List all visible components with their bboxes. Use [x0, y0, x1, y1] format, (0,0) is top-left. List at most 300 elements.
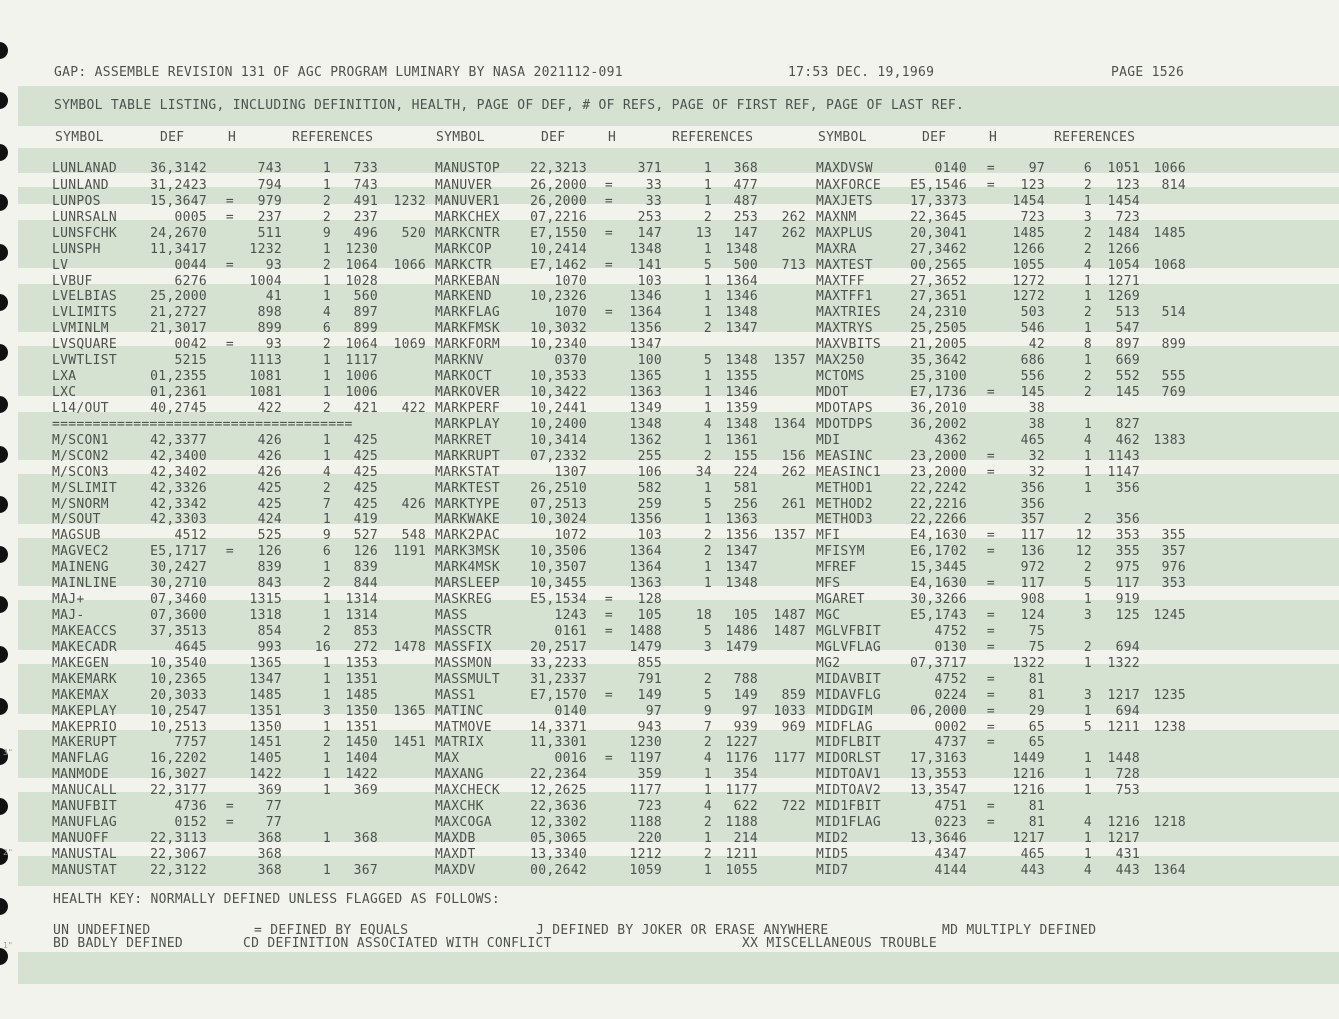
cell-symbol: MAKEMARK — [52, 671, 118, 687]
cell-ref-count: 3 — [322, 703, 331, 719]
col-health-3: H — [989, 130, 998, 145]
cell-ref-count: 5 — [1083, 576, 1092, 592]
cell-first-ref: 1486 — [725, 623, 758, 639]
col-def-1: DEF — [160, 130, 185, 145]
cell-symbol: MID1FBIT — [816, 799, 882, 815]
cell-last-ref: 1191 — [393, 544, 426, 560]
cell-ref-count: 1 — [1083, 703, 1092, 719]
cell-first-ref: 728 — [1115, 767, 1140, 783]
health-key-line-2 — [0, 936, 938, 1016]
cell-def: 15,3647 — [150, 193, 207, 209]
cell-def-page: 993 — [257, 639, 282, 655]
cell-symbol: MASS1 — [435, 687, 476, 703]
cell-def: 6276 — [174, 273, 207, 289]
cell-symbol: MAXCHECK — [435, 783, 501, 799]
cell-def-page: 126 — [257, 544, 282, 560]
cell-health: = — [986, 385, 996, 401]
cell-symbol: MAX — [435, 751, 460, 767]
cell-health: = — [604, 687, 614, 703]
cell-def-page: 723 — [637, 799, 662, 815]
cell-symbol: MANUVER1 — [435, 193, 501, 209]
cell-symbol: MARKEBAN — [435, 273, 501, 289]
cell-def-page: 1362 — [629, 432, 662, 448]
cell-symbol: MARSLEEP — [435, 576, 501, 592]
cell-symbol: MAX250 — [816, 353, 865, 369]
cell-first-ref: 975 — [1115, 560, 1140, 576]
cell-def-page: 93 — [265, 257, 282, 273]
cell-first-ref: 1147 — [1107, 464, 1140, 480]
cell-symbol: MANUOFF — [52, 831, 109, 847]
cell-symbol: MARK4MSK — [435, 560, 501, 576]
cell-def-page: 743 — [257, 161, 282, 176]
cell-symbol: MANUVER — [435, 177, 492, 193]
cell-def-page: 117 — [1020, 576, 1045, 592]
cell-ref-count: 4 — [703, 751, 712, 767]
cell-ref-count: 1 — [703, 576, 712, 592]
cell-first-ref: 1055 — [725, 862, 758, 878]
key-conflict: CD DEFINITION ASSOCIATED WITH CONFLICT — [243, 936, 552, 951]
cell-def: 27,3651 — [910, 289, 967, 305]
cell-def-page: 898 — [257, 305, 282, 321]
cell-def-page: 1356 — [629, 512, 662, 528]
cell-first-ref: 1485 — [345, 687, 378, 703]
cell-ref-count: 5 — [703, 496, 712, 512]
cell-last-ref: 1478 — [393, 639, 426, 655]
cell-def-page: 1485 — [1012, 225, 1045, 241]
cell-symbol: MGLVFLAG — [816, 639, 882, 655]
cell-last-ref: 1364 — [773, 416, 806, 432]
cell-first-ref: 1348 — [725, 305, 758, 321]
cell-first-ref: 1479 — [725, 639, 758, 655]
key-defined-by-equals: = DEFINED BY EQUALS — [254, 923, 409, 938]
cell-ref-count: 6 — [322, 544, 331, 560]
cell-ref-count: 2 — [1083, 177, 1092, 193]
header-timestamp: 17:53 DEC. 19,1969 — [788, 65, 935, 80]
cell-def: 0370 — [554, 353, 587, 369]
greenbar-band — [18, 474, 1339, 524]
cell-ref-count: 4 — [1083, 862, 1092, 878]
cell-def: 10,3024 — [530, 512, 587, 528]
cell-symbol: MDOT — [816, 385, 849, 401]
cell-ref-count: 1 — [322, 353, 331, 369]
cell-health: = — [604, 592, 614, 608]
col-def-3: DEF — [922, 130, 947, 145]
cell-first-ref: 1217 — [1107, 687, 1140, 703]
cell-def: 10,3540 — [150, 655, 207, 671]
cell-def-page: 1451 — [249, 735, 282, 751]
cell-symbol: LVELBIAS — [52, 289, 118, 305]
cell-ref-count: 1 — [703, 193, 712, 209]
cell-symbol: M/SCON2 — [52, 448, 109, 464]
feed-hole — [0, 396, 8, 413]
cell-def-page: 147 — [637, 225, 662, 241]
cell-symbol: MARKOCT — [435, 369, 492, 385]
cell-symbol: LVBUF — [52, 273, 93, 289]
cell-ref-count: 2 — [703, 671, 712, 687]
cell-symbol: MDOTDPS — [816, 416, 873, 432]
cell-symbol: M/SCON1 — [52, 432, 109, 448]
cell-symbol: LVLIMITS — [52, 305, 118, 321]
cell-def: 0002 — [934, 719, 967, 735]
cell-health: = — [986, 528, 996, 544]
cell-symbol: METHOD1 — [816, 480, 873, 496]
cell-symbol: MIDAVFLG — [816, 687, 882, 703]
cell-def: 26,2510 — [530, 480, 587, 496]
cell-def-page: 259 — [637, 496, 662, 512]
cell-def: 4347 — [934, 846, 967, 862]
cell-first-ref: 1346 — [725, 289, 758, 305]
cell-health: = — [604, 751, 614, 767]
cell-def: E5,1546 — [910, 177, 967, 193]
cell-ref-count: 1 — [322, 432, 331, 448]
cell-symbol: MEASINC1 — [816, 464, 882, 480]
cell-last-ref: 859 — [781, 687, 806, 703]
cell-first-ref: 1353 — [345, 655, 378, 671]
cell-def: 0016 — [554, 751, 587, 767]
cell-symbol: MAXDT — [435, 846, 476, 862]
cell-last-ref: 262 — [781, 225, 806, 241]
cell-def-page: 41 — [265, 289, 282, 305]
cell-ref-count: 3 — [703, 639, 712, 655]
cell-def: 42,3402 — [150, 464, 207, 480]
cell-symbol: MAKECADR — [52, 639, 118, 655]
cell-last-ref: 357 — [1161, 544, 1186, 560]
cell-def-page: 425 — [257, 480, 282, 496]
cell-ref-count: 1 — [322, 560, 331, 576]
cell-first-ref: 1006 — [345, 385, 378, 401]
cell-first-ref: 1322 — [1107, 655, 1140, 671]
cell-def: E5,1743 — [910, 608, 967, 624]
cell-def: 27,3462 — [910, 241, 967, 257]
cell-first-ref: 897 — [1115, 337, 1140, 353]
cell-first-ref: 1348 — [725, 241, 758, 257]
cell-first-ref: 1404 — [345, 751, 378, 767]
cell-first-ref: 552 — [1115, 369, 1140, 385]
cell-first-ref: 117 — [1115, 576, 1140, 592]
cell-first-ref: 421 — [353, 400, 378, 416]
cell-def-page: 855 — [637, 655, 662, 671]
cell-def: 1072 — [554, 528, 587, 544]
cell-def: 07,2216 — [530, 209, 587, 225]
cell-def-page: 220 — [637, 831, 662, 847]
cell-last-ref: 1238 — [1153, 719, 1186, 735]
cell-first-ref: 827 — [1115, 416, 1140, 432]
cell-first-ref: 743 — [353, 177, 378, 193]
cell-def-page: 1351 — [249, 703, 282, 719]
cell-ref-count: 1 — [1083, 655, 1092, 671]
cell-def: 21,3017 — [150, 321, 207, 337]
cell-symbol: MGARET — [816, 592, 865, 608]
cell-ref-count: 2 — [322, 193, 331, 209]
cell-def: E4,1630 — [910, 576, 967, 592]
cell-def-page: 791 — [637, 671, 662, 687]
cell-def: 10,2547 — [150, 703, 207, 719]
cell-last-ref: 769 — [1161, 385, 1186, 401]
cell-def: 37,3513 — [150, 623, 207, 639]
cell-symbol: MARKTYPE — [435, 496, 501, 512]
cell-symbol: MAKEPLAY — [52, 703, 118, 719]
cell-health: = — [604, 623, 614, 639]
cell-ref-count: 1 — [1083, 353, 1092, 369]
cell-def: 30,3266 — [910, 592, 967, 608]
cell-last-ref: 1357 — [773, 528, 806, 544]
cell-symbol: MAKERUPT — [52, 735, 118, 751]
cell-def-page: 839 — [257, 560, 282, 576]
cell-first-ref: 1347 — [725, 560, 758, 576]
cell-def-page: 1365 — [629, 369, 662, 385]
cell-def-page: 81 — [1028, 687, 1045, 703]
cell-def: 17,3373 — [910, 193, 967, 209]
cell-symbol: MFISYM — [816, 544, 865, 560]
cell-def-page: 1454 — [1012, 193, 1045, 209]
cell-def: 07,2332 — [530, 448, 587, 464]
cell-def: 22,2216 — [910, 496, 967, 512]
cell-health: = — [986, 608, 996, 624]
greenbar-band — [18, 664, 1339, 714]
separator-line: ===================================== — [52, 416, 353, 432]
cell-first-ref: 853 — [353, 623, 378, 639]
cell-health: = — [986, 687, 996, 703]
cell-def-page: 1212 — [629, 846, 662, 862]
cell-def: 25,2505 — [910, 321, 967, 337]
cell-def-page: 255 — [637, 448, 662, 464]
cell-def: 16,3027 — [150, 767, 207, 783]
cell-first-ref: 897 — [353, 305, 378, 321]
cell-def: 13,3547 — [910, 783, 967, 799]
cell-ref-count: 1 — [1083, 783, 1092, 799]
cell-ref-count: 6 — [322, 321, 331, 337]
cell-ref-count: 1 — [703, 512, 712, 528]
cell-health: = — [225, 257, 235, 273]
cell-last-ref: 1066 — [393, 257, 426, 273]
cell-def: 20,2517 — [530, 639, 587, 655]
cell-ref-count: 6 — [1083, 161, 1092, 176]
cell-def: 22,2266 — [910, 512, 967, 528]
cell-def-page: 65 — [1028, 719, 1045, 735]
cell-health: = — [986, 623, 996, 639]
cell-def-page: 103 — [637, 273, 662, 289]
cell-first-ref: 1361 — [725, 432, 758, 448]
cell-def: 0044 — [174, 257, 207, 273]
cell-symbol: MANFLAG — [52, 751, 109, 767]
cell-def: 31,2423 — [150, 177, 207, 193]
cell-def: 10,3533 — [530, 369, 587, 385]
col-references-1: REFERENCES — [292, 130, 374, 145]
cell-ref-count: 1 — [322, 719, 331, 735]
cell-last-ref: 555 — [1161, 369, 1186, 385]
cell-first-ref: 353 — [1115, 528, 1140, 544]
cell-symbol: MID1FLAG — [816, 815, 882, 831]
cell-symbol: MAXCOGA — [435, 815, 492, 831]
cell-first-ref: 356 — [1115, 480, 1140, 496]
cell-first-ref: 1422 — [345, 767, 378, 783]
cell-def: 4144 — [934, 862, 967, 878]
cell-ref-count: 1 — [322, 289, 331, 305]
cell-last-ref: 1033 — [773, 703, 806, 719]
margin-mark-2: 2" — [3, 848, 13, 857]
cell-symbol: MIDORLST — [816, 751, 882, 767]
cell-first-ref: 425 — [353, 496, 378, 512]
greenbar-band — [18, 792, 1339, 842]
cell-symbol: MASSMON — [435, 655, 492, 671]
cell-def-page: 426 — [257, 448, 282, 464]
cell-ref-count: 1 — [322, 177, 331, 193]
cell-def: 27,3652 — [910, 273, 967, 289]
cell-def: 12,3302 — [530, 815, 587, 831]
cell-symbol: MEASINC — [816, 448, 873, 464]
cell-ref-count: 1 — [703, 385, 712, 401]
cell-last-ref: 1357 — [773, 353, 806, 369]
cell-symbol: MARKRET — [435, 432, 492, 448]
cell-last-ref: 1383 — [1153, 432, 1186, 448]
cell-def-page: 582 — [637, 480, 662, 496]
cell-ref-count: 2 — [322, 480, 331, 496]
cell-symbol: MARKRUPT — [435, 448, 501, 464]
cell-def-page: 117 — [1020, 528, 1045, 544]
cell-last-ref: 156 — [781, 448, 806, 464]
col-health-1: H — [228, 130, 237, 145]
cell-def: 15,3445 — [910, 560, 967, 576]
cell-def-page: 1405 — [249, 751, 282, 767]
cell-health: = — [604, 177, 614, 193]
cell-ref-count: 2 — [322, 576, 331, 592]
cell-first-ref: 939 — [733, 719, 758, 735]
cell-def-page: 1364 — [629, 560, 662, 576]
cell-symbol: MASS — [435, 608, 468, 624]
cell-def-page: 1350 — [249, 719, 282, 735]
cell-def: 4751 — [934, 799, 967, 815]
cell-symbol: MAXFORCE — [816, 177, 882, 193]
col-references-2: REFERENCES — [672, 130, 754, 145]
cell-ref-count: 1 — [703, 241, 712, 257]
cell-def-page: 368 — [257, 846, 282, 862]
cell-ref-count: 1 — [703, 369, 712, 385]
cell-health: = — [225, 337, 235, 353]
cell-first-ref: 723 — [1115, 209, 1140, 225]
cell-first-ref: 839 — [353, 560, 378, 576]
cell-ref-count: 1 — [322, 671, 331, 687]
cell-def-page: 237 — [257, 209, 282, 225]
cell-symbol: MASSMULT — [435, 671, 501, 687]
greenbar-band — [18, 856, 1339, 886]
cell-ref-count: 2 — [703, 528, 712, 544]
cell-first-ref: 97 — [741, 703, 758, 719]
cell-def: 20,3041 — [910, 225, 967, 241]
cell-def-page: 1266 — [1012, 241, 1045, 257]
cell-symbol: MARKFLAG — [435, 305, 501, 321]
cell-def-page: 42 — [1028, 337, 1045, 353]
cell-def: 0130 — [934, 639, 967, 655]
cell-last-ref: 1218 — [1153, 815, 1186, 831]
cell-def-page: 356 — [1020, 496, 1045, 512]
cell-ref-count: 1 — [703, 862, 712, 878]
cell-first-ref: 368 — [733, 161, 758, 176]
cell-ref-count: 1 — [703, 432, 712, 448]
cell-def: 07,3717 — [910, 655, 967, 671]
cell-symbol: MAXTRIES — [816, 305, 882, 321]
cell-def-page: 356 — [1020, 480, 1045, 496]
cell-def-page: 100 — [637, 353, 662, 369]
feed-hole — [0, 798, 8, 815]
cell-first-ref: 1054 — [1107, 257, 1140, 273]
cell-first-ref: 425 — [353, 464, 378, 480]
cell-def: 10,2414 — [530, 241, 587, 257]
cell-first-ref: 899 — [353, 321, 378, 337]
col-symbol-2: SYMBOL — [436, 130, 485, 145]
greenbar-band — [18, 220, 1339, 268]
cell-ref-count: 1 — [1083, 448, 1092, 464]
cell-first-ref: 1271 — [1107, 273, 1140, 289]
cell-def: 01,2355 — [150, 369, 207, 385]
key-badly-defined: BD BADLY DEFINED — [53, 936, 184, 951]
cell-ref-count: 1 — [322, 862, 331, 878]
cell-def-page: 371 — [637, 161, 662, 176]
cell-def-page: 546 — [1020, 321, 1045, 337]
cell-def: 13,3340 — [530, 846, 587, 862]
cell-symbol: MIDAVBIT — [816, 671, 882, 687]
cell-first-ref: 1450 — [345, 735, 378, 751]
cell-def-page: 1216 — [1012, 783, 1045, 799]
cell-symbol: MAXTFF1 — [816, 289, 873, 305]
cell-symbol: MARK2PAC — [435, 528, 501, 544]
cell-def: 10,3455 — [530, 576, 587, 592]
cell-health: = — [225, 544, 235, 560]
feed-hole — [0, 646, 8, 663]
cell-ref-count: 7 — [703, 719, 712, 735]
cell-first-ref: 237 — [353, 209, 378, 225]
cell-symbol: MASKREG — [435, 592, 492, 608]
cell-first-ref: 1064 — [345, 337, 378, 353]
cell-def: 22,2242 — [910, 480, 967, 496]
cell-first-ref: 123 — [1115, 177, 1140, 193]
col-references-3: REFERENCES — [1054, 130, 1136, 145]
cell-ref-count: 5 — [703, 687, 712, 703]
cell-def: 24,2670 — [150, 225, 207, 241]
cell-def: 24,2310 — [910, 305, 967, 321]
cell-first-ref: 1143 — [1107, 448, 1140, 464]
cell-symbol: MAGVEC2 — [52, 544, 109, 560]
cell-symbol: MAJ+ — [52, 592, 85, 608]
greenbar-band — [18, 730, 1339, 778]
cell-symbol: M/SOUT — [52, 512, 101, 528]
cell-last-ref: 969 — [781, 719, 806, 735]
cell-def: 1070 — [554, 305, 587, 321]
cell-ref-count: 4 — [322, 464, 331, 480]
cell-first-ref: 513 — [1115, 305, 1140, 321]
cell-def: 22,3122 — [150, 862, 207, 878]
cell-def: 14,3371 — [530, 719, 587, 735]
cell-def: E7,1462 — [530, 257, 587, 273]
cell-def-page: 1347 — [249, 671, 282, 687]
cell-ref-count: 2 — [1083, 385, 1092, 401]
cell-first-ref: 1227 — [725, 735, 758, 751]
cell-def-page: 1004 — [249, 273, 282, 289]
cell-ref-count: 9 — [322, 225, 331, 241]
cell-def: 40,2745 — [150, 400, 207, 416]
cell-def-page: 1348 — [629, 241, 662, 257]
cell-def: 22,3067 — [150, 846, 207, 862]
cell-def: 10,3414 — [530, 432, 587, 448]
cell-def-page: 972 — [1020, 560, 1045, 576]
cell-symbol: LVSQUARE — [52, 337, 118, 353]
cell-def: 00,2642 — [530, 862, 587, 878]
health-key-title-text: HEALTH KEY: NORMALLY DEFINED UNLESS FLAGGED AS FOLLOWS: — [53, 892, 500, 907]
cell-first-ref: 844 — [353, 576, 378, 592]
cell-first-ref: 368 — [353, 831, 378, 847]
cell-ref-count: 1 — [1083, 767, 1092, 783]
cell-first-ref: 149 — [733, 687, 758, 703]
cell-ref-count: 1 — [1083, 831, 1092, 847]
